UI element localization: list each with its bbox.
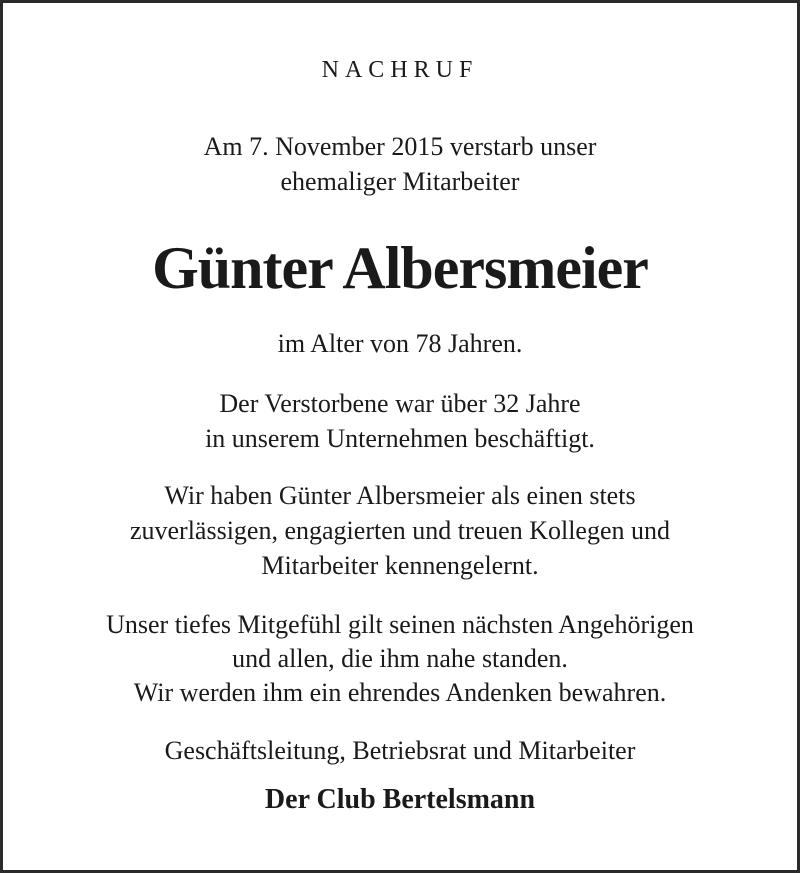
age-line: im Alter von 78 Jahren. (277, 329, 523, 358)
intro-line: Am 7. November 2015 verstarb unser (203, 132, 597, 161)
tribute-line: zuverlässigen, engagierten und treuen Kollegen und (129, 516, 671, 545)
condolence-line: Unser tiefes Mitgefühl gilt seinen nächsten Angehörigen (106, 610, 694, 639)
tribute-line: Wir haben Günter Albersmeier als einen stets (164, 481, 636, 510)
intro-line: ehemaliger Mitarbeiter (280, 167, 520, 196)
condolence-line: und allen, die ihm nahe standen. (232, 644, 568, 673)
tenure-line: in unserem Unternehmen beschäftigt. (205, 424, 595, 453)
tenure-line: Der Verstorbene war über 32 Jahre (219, 389, 581, 418)
condolence-line: Wir werden ihm ein ehrendes Andenken bewahren. (133, 678, 667, 707)
tribute-line: Mitarbeiter kennengelernt. (261, 551, 539, 580)
notice-title: NACHRUF (321, 57, 479, 83)
deceased-name: Günter Albersmeier (152, 235, 648, 301)
organization-name: Der Club Bertelsmann (264, 784, 536, 815)
signature-line: Geschäftsleitung, Betriebsrat und Mitarbeiter (164, 736, 636, 765)
